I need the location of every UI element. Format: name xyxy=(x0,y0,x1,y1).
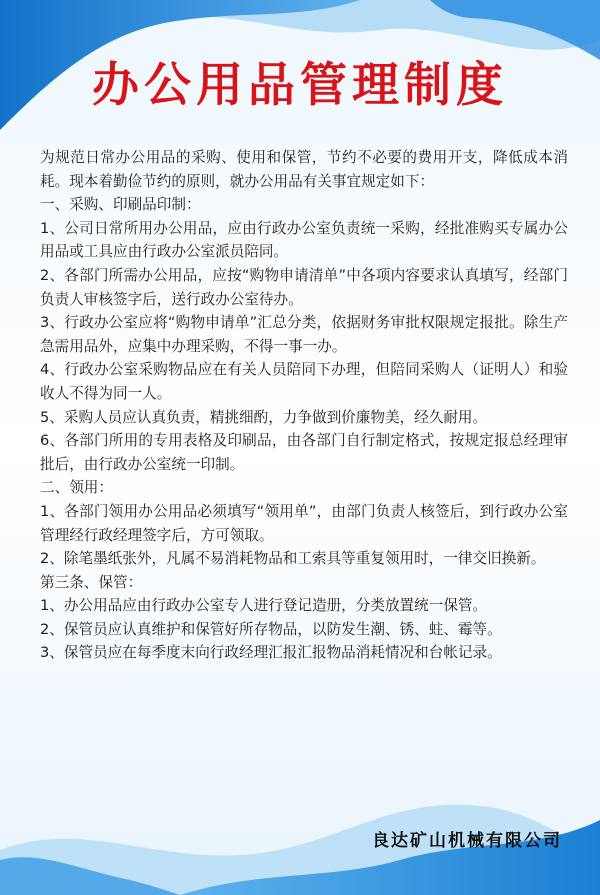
regulation-body xyxy=(40,146,568,665)
section-heading-procurement: 一、采购、印刷品印制： xyxy=(40,196,201,214)
storage-item-1: 1、办公用品应由行政办公室专人进行登记造册，分类放置统一保管。 xyxy=(40,597,488,615)
procurement-item-4: 4、行政办公室采购物品应在有关人员陪同下办理，但陪同采购人（证明人）和验收人不得为同一人。 xyxy=(40,361,568,402)
storage-item-3: 3、保管员应在每季度末向行政经理汇报汇报物品消耗情况和台帐记录。 xyxy=(40,644,502,662)
procurement-item-2: 2、各部门所需办公用品，应按“购物申请清单”中各项内容要求认真填写，经部门负责人审核签字后，送行政办公室待办。 xyxy=(40,266,568,308)
usage-item-2: 2、除笔墨纸张外，凡属不易消耗物品和工索具等重复领用时，一律交旧换新。 xyxy=(40,550,546,568)
section-heading-storage: 第三条、保管： xyxy=(40,573,143,591)
page-title: 办公用品管理制度 xyxy=(92,58,508,113)
procurement-item-5: 5、采购人员应认真负责，精挑细酌，力争做到价廉物美，经久耐用。 xyxy=(40,408,488,426)
usage-item-1: 1、各部门领用办公用品必须填写“领用单”，由部门负责人核签后，到行政办公室管理经行政经理签字后，方可领取。 xyxy=(40,502,568,544)
intro-paragraph: 为规范日常办公用品的采购、使用和保管，节约不必要的费用开支，降低成本消耗。现本着勤俭节约的原则，就办公用品有关事宜规定如下： xyxy=(40,149,568,190)
company-name: 良达矿山机械有限公司 xyxy=(372,831,562,851)
section-heading-usage: 二、领用： xyxy=(40,479,113,497)
storage-item-2: 2、保管员应认真维护和保管好所存物品，以防发生潮、锈、蛀、霉等。 xyxy=(40,620,502,638)
procurement-item-3: 3、行政办公室应将“购物申请单”汇总分类，依据财务审批权限规定报批。除生产急需用品外，应集中办理采购，不得一事一办。 xyxy=(40,314,568,355)
procurement-item-1: 1、公司日常所用办公用品，应由行政办公室负责统一采购，经批准购买专属办公用品或工具应由行政办公室派员陪同。 xyxy=(40,219,568,261)
procurement-item-6: 6、各部门所用的专用表格及印刷品，由各部门自行制定格式，按规定报总经理审批后，由行政办公室统一印制。 xyxy=(40,432,568,473)
